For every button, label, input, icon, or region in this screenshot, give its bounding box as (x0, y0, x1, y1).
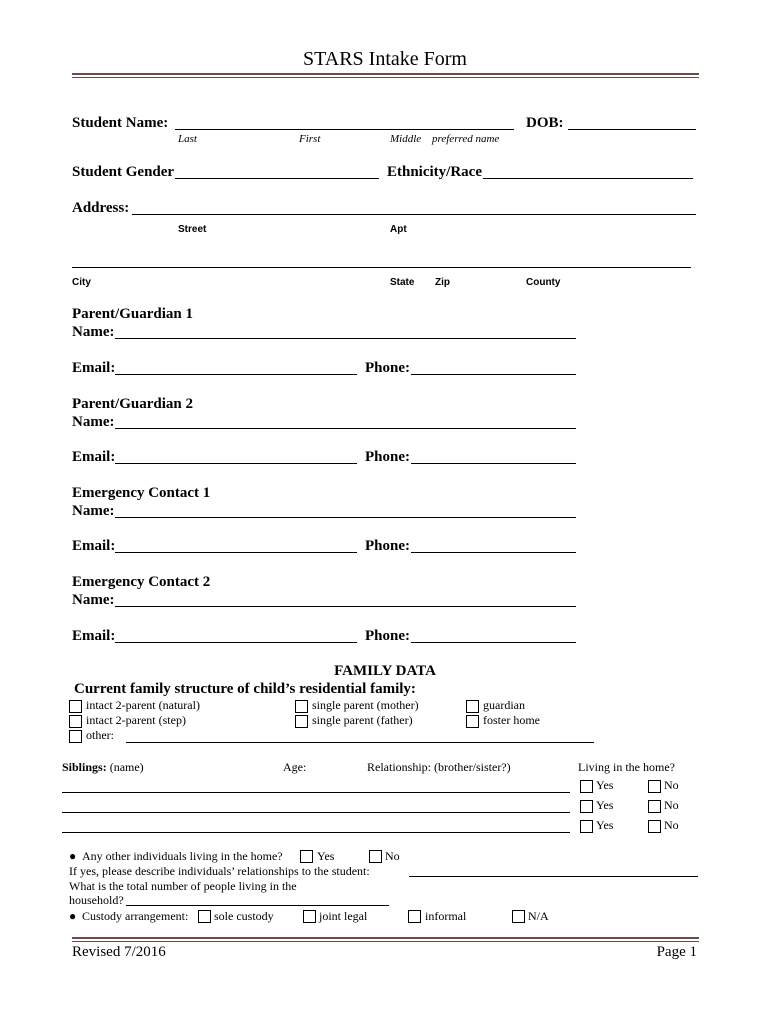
dob-field[interactable] (568, 129, 696, 130)
family-data-heading: FAMILY DATA (334, 663, 436, 679)
siblings-living-label: Living in the home? (578, 760, 675, 774)
other-yes-label: Yes (317, 849, 335, 863)
name-part-first: First (299, 133, 321, 145)
checkbox-informal[interactable] (408, 910, 421, 923)
checkbox-guardian[interactable] (466, 700, 479, 713)
custody-joint-label: joint legal (319, 909, 368, 923)
contact-phone-field[interactable] (411, 552, 576, 553)
checkbox-intact-natural[interactable] (69, 700, 82, 713)
sibling-no-label: No (664, 818, 679, 832)
revised-date: Revised 7/2016 (72, 944, 166, 960)
page-title: STARS Intake Form (303, 48, 467, 70)
dob-label: DOB: (526, 115, 564, 131)
option-foster: foster home (483, 713, 540, 727)
siblings-label-row (62, 760, 144, 775)
checkbox-foster[interactable] (466, 715, 479, 728)
describe-field[interactable] (409, 876, 698, 877)
contact-phone-field[interactable] (411, 374, 576, 375)
contact-email-label: Email: (72, 449, 116, 465)
contact-phone-label: Phone: (365, 449, 410, 465)
contact-name-label: Name: (72, 592, 115, 608)
contact-phone-label: Phone: (365, 628, 410, 644)
total-people-label: What is the total number of people living in the (69, 879, 297, 893)
contact-phone-field[interactable] (411, 642, 576, 643)
household-field[interactable] (126, 905, 389, 906)
contact-heading: Parent/Guardian 1 (72, 306, 193, 322)
contact-name-field[interactable] (115, 428, 576, 429)
contact-email-field[interactable] (115, 374, 357, 375)
gender-label: Student Gender (72, 164, 175, 180)
siblings-label: Siblings: (62, 760, 107, 774)
gender-field[interactable] (175, 178, 379, 179)
other-no-label: No (385, 849, 400, 863)
address-label: Address: (72, 200, 130, 216)
checkbox-intact-step[interactable] (69, 715, 82, 728)
checkbox-sibling-yes[interactable] (580, 780, 593, 793)
checkbox-sole-custody[interactable] (198, 910, 211, 923)
contact-heading: Emergency Contact 2 (72, 574, 211, 590)
checkbox-single-mother[interactable] (295, 700, 308, 713)
sibling-no-label: No (664, 798, 679, 812)
student-name-label: Student Name: (72, 115, 169, 131)
family-structure-label: Current family structure of child’s residential family: (74, 681, 416, 697)
checkbox-joint-legal[interactable] (303, 910, 316, 923)
contact-name-label: Name: (72, 503, 115, 519)
contact-name-label: Name: (72, 414, 115, 430)
address-part-street: Street (178, 224, 207, 235)
address-part-city: City (72, 277, 91, 288)
checkbox-na[interactable] (512, 910, 525, 923)
custody-label: Custody arrangement: (82, 909, 189, 923)
student-name-field[interactable] (175, 129, 514, 130)
custody-na-label: N/A (528, 909, 549, 923)
describe-label: If yes, please describe individuals’ relationships to the student: (69, 864, 370, 878)
address-line2-field[interactable] (72, 267, 691, 268)
bullet-icon: ● (69, 909, 77, 923)
contact-email-field[interactable] (115, 552, 357, 553)
contact-phone-label: Phone: (365, 360, 410, 376)
checkbox-sibling-yes[interactable] (580, 820, 593, 833)
checkbox-sibling-no[interactable] (648, 820, 661, 833)
contact-name-field[interactable] (115, 517, 576, 518)
option-guardian: guardian (483, 698, 525, 712)
name-part-middle: Middle (390, 133, 422, 145)
address-part-apt: Apt (390, 224, 407, 235)
option-intact-step: intact 2-parent (step) (86, 713, 186, 727)
name-part-last: Last (178, 133, 197, 145)
page-number: Page 1 (656, 944, 697, 960)
option-single-father: single parent (father) (312, 713, 413, 727)
contact-heading: Parent/Guardian 2 (72, 396, 193, 412)
address-part-county: County (526, 277, 561, 288)
custody-informal-label: informal (425, 909, 467, 923)
contact-email-label: Email: (72, 360, 116, 376)
custody-sole-label: sole custody (214, 909, 274, 923)
household-label: household? (69, 893, 124, 907)
contact-heading: Emergency Contact 1 (72, 485, 211, 501)
sibling-row-field[interactable] (62, 832, 570, 833)
ethnicity-label: Ethnicity/Race (387, 164, 482, 180)
address-part-state: State (390, 277, 415, 288)
footer-rule-thin (72, 941, 699, 942)
checkbox-other-yes[interactable] (300, 850, 313, 863)
footer-rule (72, 937, 699, 939)
option-single-mother: single parent (mother) (312, 698, 419, 712)
checkbox-other-no[interactable] (369, 850, 382, 863)
contact-email-field[interactable] (115, 642, 357, 643)
other-individuals-label: Any other individuals living in the home? (82, 849, 283, 863)
contact-email-field[interactable] (115, 463, 357, 464)
checkbox-other[interactable] (69, 730, 82, 743)
title-rule-thin (72, 77, 699, 78)
sibling-row-field[interactable] (62, 792, 570, 793)
contact-email-label: Email: (72, 628, 116, 644)
address-field[interactable] (132, 214, 696, 215)
address-part-zip: Zip (435, 277, 450, 288)
contact-phone-field[interactable] (411, 463, 576, 464)
checkbox-single-father[interactable] (295, 715, 308, 728)
sibling-yes-label: Yes (596, 778, 614, 792)
checkbox-sibling-no[interactable] (648, 800, 661, 813)
checkbox-sibling-no[interactable] (648, 780, 661, 793)
title-rule (72, 73, 699, 75)
sibling-yes-label: Yes (596, 818, 614, 832)
contact-name-field[interactable] (115, 338, 576, 339)
siblings-relationship-label: Relationship: (brother/sister?) (367, 760, 511, 774)
ethnicity-field[interactable] (483, 178, 693, 179)
option-intact-natural: intact 2-parent (natural) (86, 698, 200, 712)
contact-phone-label: Phone: (365, 538, 410, 554)
option-other: other: (86, 728, 114, 742)
name-part-preferred: preferred name (432, 133, 500, 145)
contact-email-label: Email: (72, 538, 116, 554)
contact-name-field[interactable] (115, 606, 576, 607)
sibling-row-field[interactable] (62, 812, 570, 813)
siblings-name-hint: (name) (109, 760, 144, 774)
contact-name-label: Name: (72, 324, 115, 340)
checkbox-sibling-yes[interactable] (580, 800, 593, 813)
sibling-yes-label: Yes (596, 798, 614, 812)
other-field[interactable] (126, 742, 594, 743)
bullet-icon: ● (69, 849, 77, 863)
sibling-no-label: No (664, 778, 679, 792)
siblings-age-label: Age: (283, 760, 307, 774)
